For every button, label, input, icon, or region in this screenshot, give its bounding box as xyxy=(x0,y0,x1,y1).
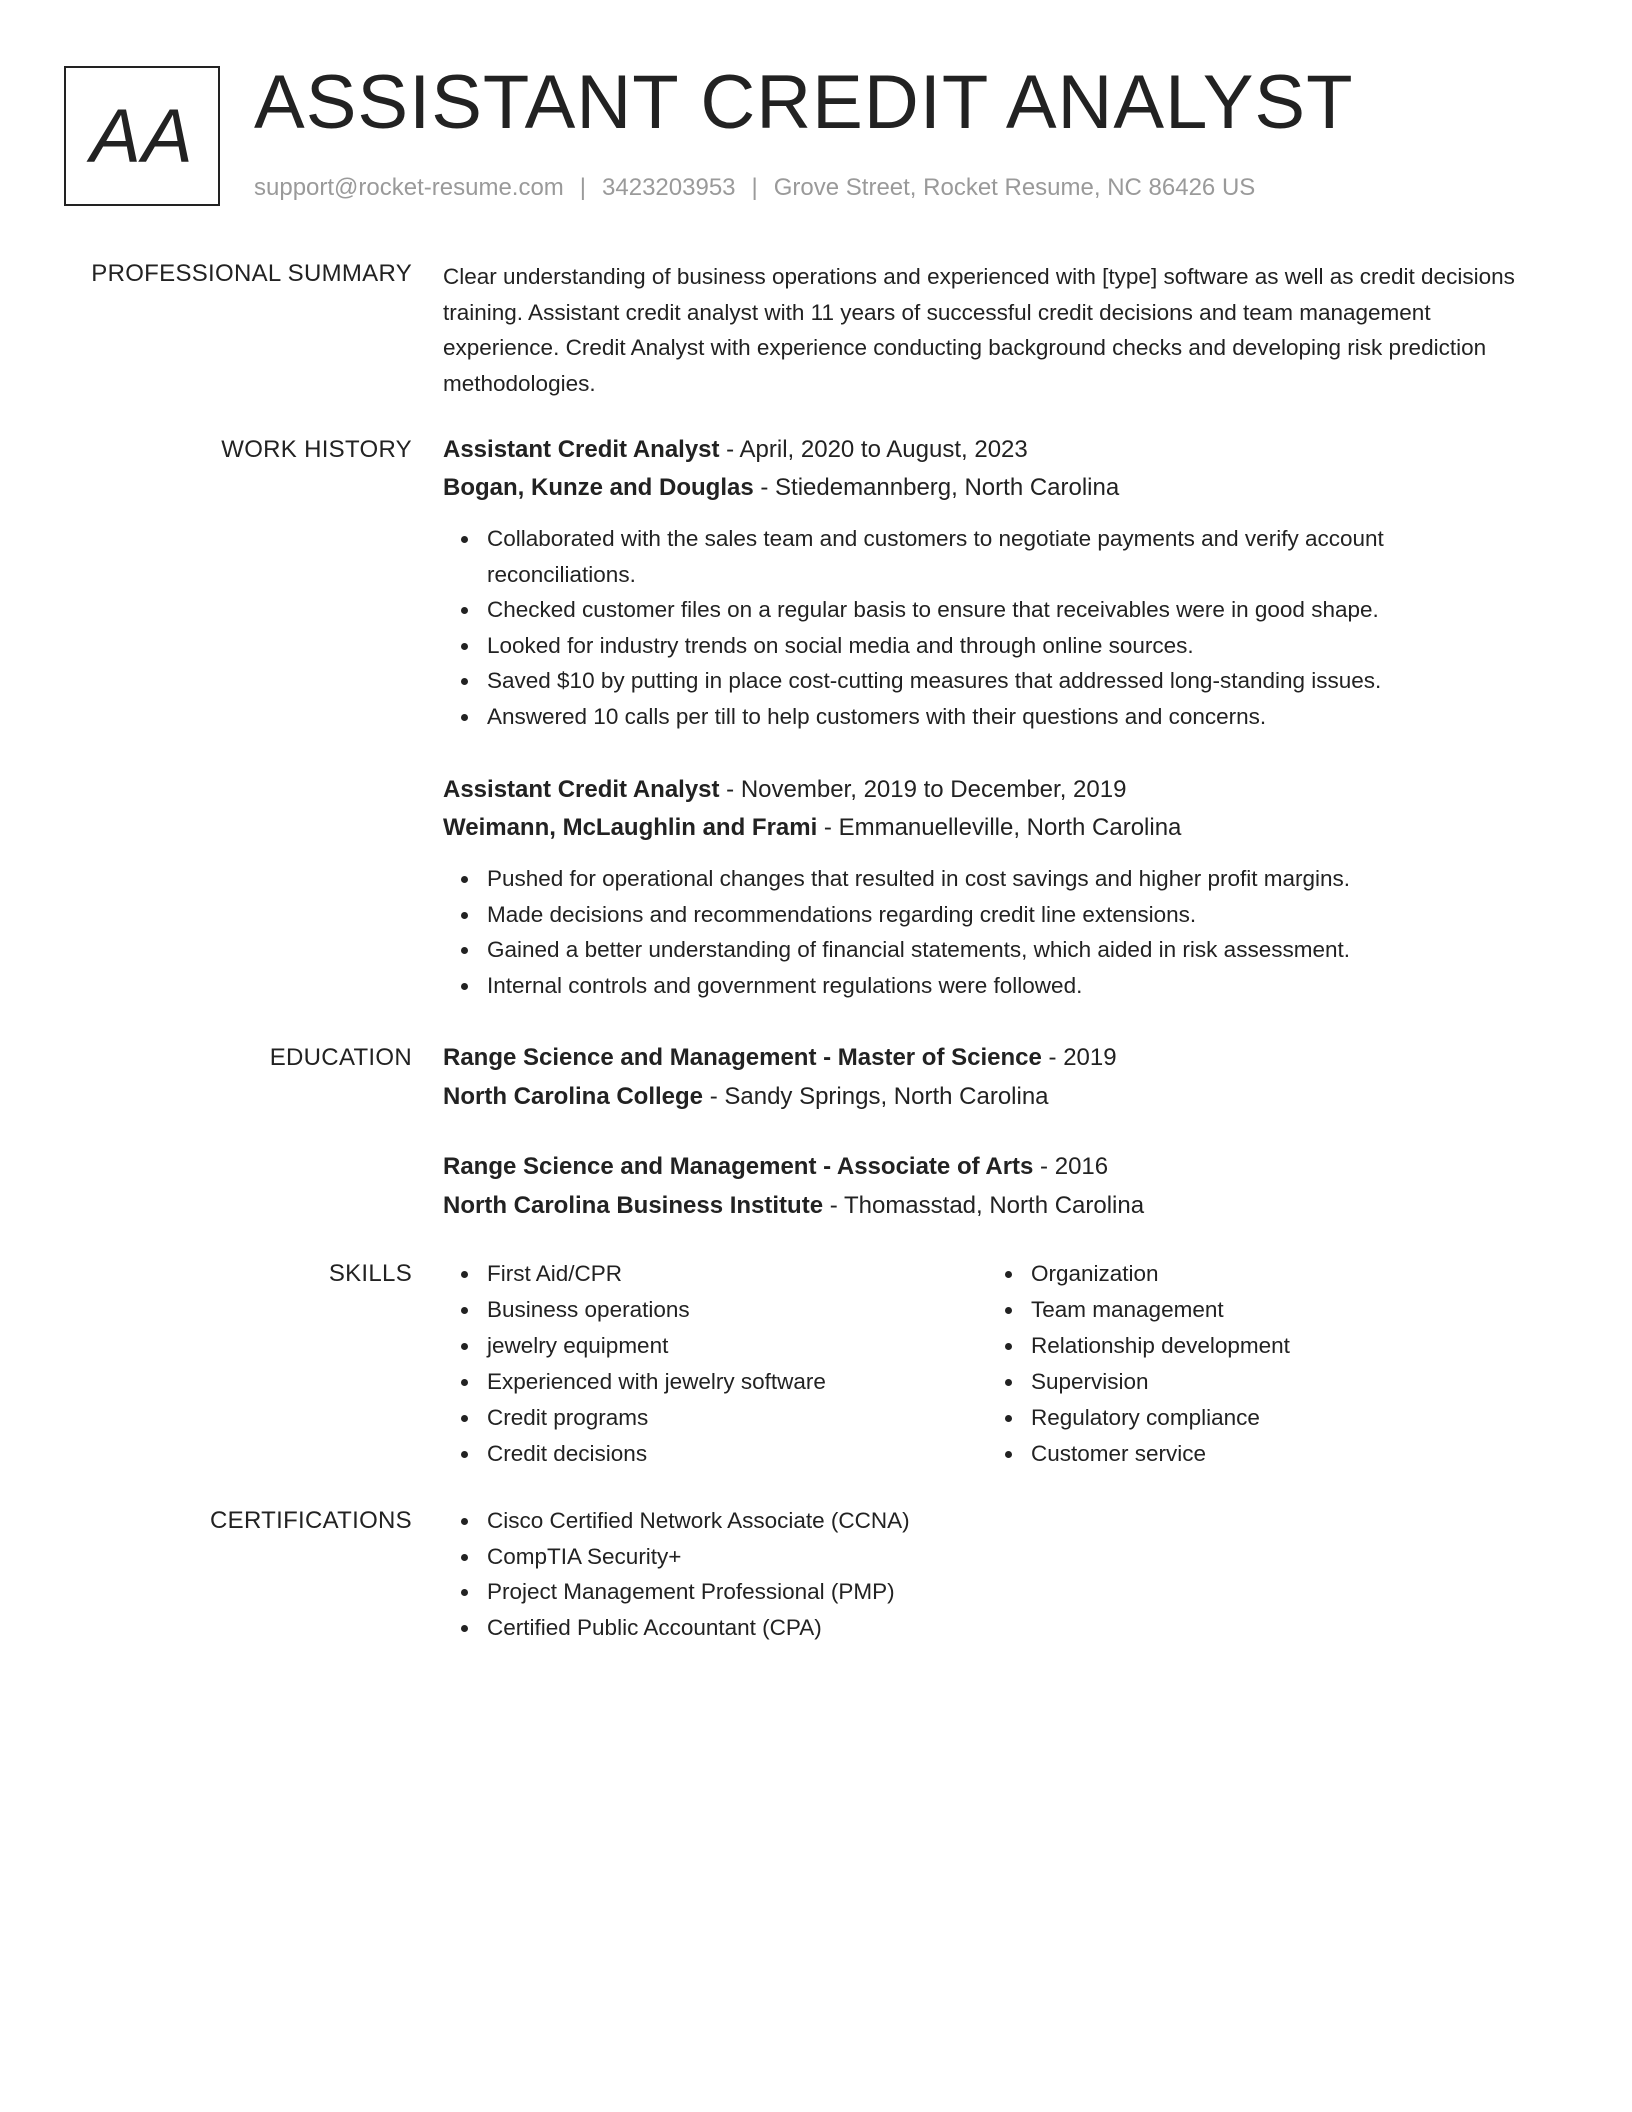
skills-column-right xyxy=(987,1256,1290,1472)
list-item: Collaborated with the sales team and customers to negotiate payments and verify account reconciliations. xyxy=(487,521,1523,592)
job-dates: - November, 2019 to December, 2019 xyxy=(719,776,1127,803)
education-school-line xyxy=(443,1077,1523,1116)
skills-bullets xyxy=(987,1256,1290,1472)
section-label-work-history: WORK HISTORY xyxy=(221,436,412,463)
list-item: Customer service xyxy=(1031,1436,1290,1472)
education-location: - Thomasstad, North Carolina xyxy=(823,1192,1145,1219)
list-item: Certified Public Accountant (CPA) xyxy=(487,1610,1523,1646)
section-label-skills: SKILLS xyxy=(328,1260,412,1287)
page-title: ASSISTANT CREDIT ANALYST xyxy=(254,60,1354,145)
list-item: Checked customer files on a regular basis to ensure that receivables were in good shape. xyxy=(487,592,1523,628)
job-dates: - April, 2020 to August, 2023 xyxy=(719,436,1028,463)
list-item: Regulatory compliance xyxy=(1031,1400,1290,1436)
education-entry xyxy=(443,1147,1523,1225)
education-entry xyxy=(443,1038,1523,1116)
education-location: - Sandy Springs, North Carolina xyxy=(703,1083,1049,1110)
education-degree: Range Science and Management - Associate of Arts xyxy=(443,1153,1034,1180)
list-item: jewelry equipment xyxy=(487,1328,826,1364)
education-year: - 2016 xyxy=(1033,1153,1109,1180)
job-title: Assistant Credit Analyst xyxy=(443,436,720,463)
job-entry xyxy=(443,771,1523,1003)
list-item: Credit programs xyxy=(487,1400,826,1436)
skills-list xyxy=(443,1256,1523,1486)
list-item: Internal controls and government regulations were followed. xyxy=(487,968,1523,1004)
list-item: Business operations xyxy=(487,1292,826,1328)
list-item: CompTIA Security+ xyxy=(487,1539,1523,1575)
list-item: Credit decisions xyxy=(487,1436,826,1472)
list-item: Organization xyxy=(1031,1256,1290,1292)
education-degree: Range Science and Management - Master of Science xyxy=(443,1044,1042,1071)
list-item: Looked for industry trends on social media and through online sources. xyxy=(487,628,1523,664)
skills-bullets xyxy=(443,1256,826,1472)
list-item: Supervision xyxy=(1031,1364,1290,1400)
education-degree-line xyxy=(443,1038,1523,1077)
job-bullets xyxy=(443,521,1523,734)
certifications-list xyxy=(443,1503,1523,1645)
job-location: - Emmanuelleville, North Carolina xyxy=(817,814,1182,841)
education-school: North Carolina College xyxy=(443,1083,704,1110)
monogram-box: AA xyxy=(64,66,220,206)
contact-line xyxy=(254,172,1255,204)
list-item: First Aid/CPR xyxy=(487,1256,826,1292)
job-company-line xyxy=(443,469,1523,507)
education-school: North Carolina Business Institute xyxy=(443,1192,824,1219)
skills-column-left xyxy=(443,1256,826,1472)
contact-address: Grove Street, Rocket Resume, NC 86426 US xyxy=(773,174,1256,201)
list-item: Project Management Professional (PMP) xyxy=(487,1574,1523,1610)
contact-separator: | xyxy=(751,174,758,201)
list-item: Team management xyxy=(1031,1292,1290,1328)
list-item: Gained a better understanding of financial statements, which aided in risk assessment. xyxy=(487,932,1523,968)
list-item: Pushed for operational changes that resulted in cost savings and higher profit margins. xyxy=(487,861,1523,897)
list-item: Made decisions and recommendations regarding credit line extensions. xyxy=(487,897,1523,933)
section-label-summary: PROFESSIONAL SUMMARY xyxy=(91,260,412,287)
list-item: Answered 10 calls per till to help customers with their questions and concerns. xyxy=(487,699,1523,735)
job-title-line xyxy=(443,771,1523,809)
job-company: Bogan, Kunze and Douglas xyxy=(443,474,754,501)
certifications-bullets xyxy=(443,1503,1523,1645)
job-title-line xyxy=(443,431,1523,469)
list-item: Saved $10 by putting in place cost-cutting measures that addressed long-standing issues. xyxy=(487,663,1523,699)
job-company-line xyxy=(443,809,1523,847)
job-bullets xyxy=(443,861,1523,1003)
list-item: Cisco Certified Network Associate (CCNA) xyxy=(487,1503,1523,1539)
job-entry xyxy=(443,431,1523,734)
summary-text: Clear understanding of business operations and experienced with [type] software as well as credit decisions training. Assistant credit analyst with 11 years of successful credit decisions and team management experience. Credit Analyst with experience conducting background checks and developing risk prediction methodologies. xyxy=(443,264,1515,396)
section-label-certifications: CERTIFICATIONS xyxy=(210,1507,412,1534)
section-label-education: EDUCATION xyxy=(269,1044,412,1071)
job-title: Assistant Credit Analyst xyxy=(443,776,720,803)
contact-phone: 3423203953 xyxy=(602,174,736,201)
job-company: Weimann, McLaughlin and Frami xyxy=(443,814,818,841)
education-degree-line xyxy=(443,1147,1523,1186)
list-item: Relationship development xyxy=(1031,1328,1290,1364)
contact-email: support@rocket-resume.com xyxy=(254,174,564,201)
contact-separator: | xyxy=(579,174,587,201)
list-item: Experienced with jewelry software xyxy=(487,1364,826,1400)
education-year: - 2019 xyxy=(1041,1044,1117,1071)
job-location: - Stiedemannberg, North Carolina xyxy=(753,474,1120,501)
education-school-line xyxy=(443,1186,1523,1225)
